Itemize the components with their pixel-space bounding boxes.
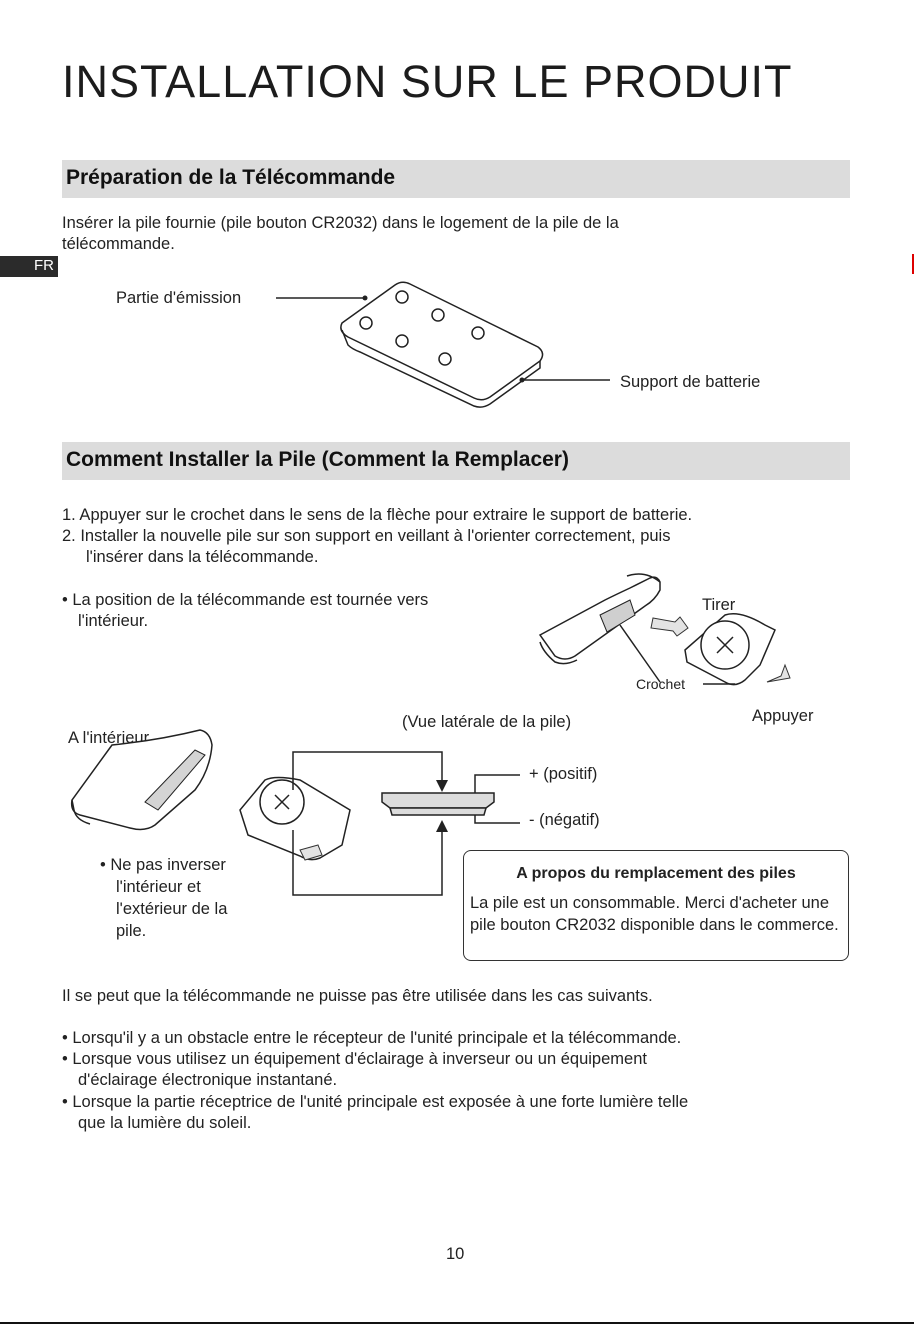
label-tirer: Tirer bbox=[702, 596, 736, 614]
label-negative: - (négatif) bbox=[529, 811, 600, 829]
label-interior: A l'intérieur bbox=[68, 729, 150, 747]
case-item: d'éclairage électronique instantané. bbox=[78, 1071, 338, 1089]
page-number: 10 bbox=[446, 1245, 465, 1263]
no-invert-note: l'extérieur de la bbox=[116, 900, 228, 918]
case-item: • Lorsque vous utilisez un équipement d'éclairage à inverseur ou un équipement bbox=[62, 1050, 647, 1068]
no-invert-note: l'intérieur et bbox=[116, 878, 201, 896]
section-heading-text: Préparation de la Télécommande bbox=[66, 166, 396, 189]
language-tab-label: FR bbox=[34, 257, 54, 274]
section-heading-text: Comment Installer la Pile (Comment la Remplacer) bbox=[66, 448, 569, 471]
instruction-line: Insérer la pile fournie (pile bouton CR2032) dans le logement de la pile de la bbox=[62, 214, 619, 232]
case-item: • Lorsque la partie réceptrice de l'unité principale est exposée à une forte lumière telle bbox=[62, 1093, 689, 1111]
infobox-body: La pile est un consommable. Merci d'acheter une pile bouton CR2032 disponible dans le commerce. bbox=[470, 894, 839, 934]
remote-illustration bbox=[270, 275, 620, 415]
case-item: • Lorsqu'il y a un obstacle entre le récepteur de l'unité principale et la télécommande. bbox=[62, 1029, 682, 1047]
step-line: 2. Installer la nouvelle pile sur son support en veillant à l'orienter correctement, puis bbox=[62, 527, 671, 545]
step-line: 1. Appuyer sur le crochet dans le sens de la flèche pour extraire le support de batterie. bbox=[62, 506, 693, 524]
label-crochet: Crochet bbox=[636, 676, 686, 692]
label-battery-support: Support de batterie bbox=[620, 373, 761, 391]
label-appuyer: Appuyer bbox=[752, 707, 814, 725]
page-title: INSTALLATION SUR LE PRODUIT bbox=[62, 56, 793, 107]
cases-intro: Il se peut que la télécommande ne puisse pas être utilisée dans les cas suivants. bbox=[62, 987, 653, 1005]
label-emission: Partie d'émission bbox=[116, 289, 242, 307]
language-tab bbox=[0, 256, 58, 277]
label-side-view: (Vue latérale de la pile) bbox=[402, 713, 572, 731]
step-line: l'insérer dans la télécommande. bbox=[86, 548, 319, 566]
position-note: • La position de la télécommande est tournée vers bbox=[62, 591, 429, 609]
battery-replacement-infobox bbox=[463, 850, 849, 961]
instruction-line: télécommande. bbox=[62, 235, 175, 253]
no-invert-note: pile. bbox=[116, 922, 147, 940]
section-heading-preparation bbox=[62, 160, 850, 198]
infobox-title: A propos du remplacement des piles bbox=[516, 865, 796, 882]
section-heading-install bbox=[62, 442, 850, 480]
position-note: l'intérieur. bbox=[78, 612, 149, 630]
no-invert-note: • Ne pas inverser bbox=[100, 856, 226, 874]
label-positive: + (positif) bbox=[529, 765, 598, 783]
case-item: que la lumière du soleil. bbox=[78, 1114, 252, 1132]
